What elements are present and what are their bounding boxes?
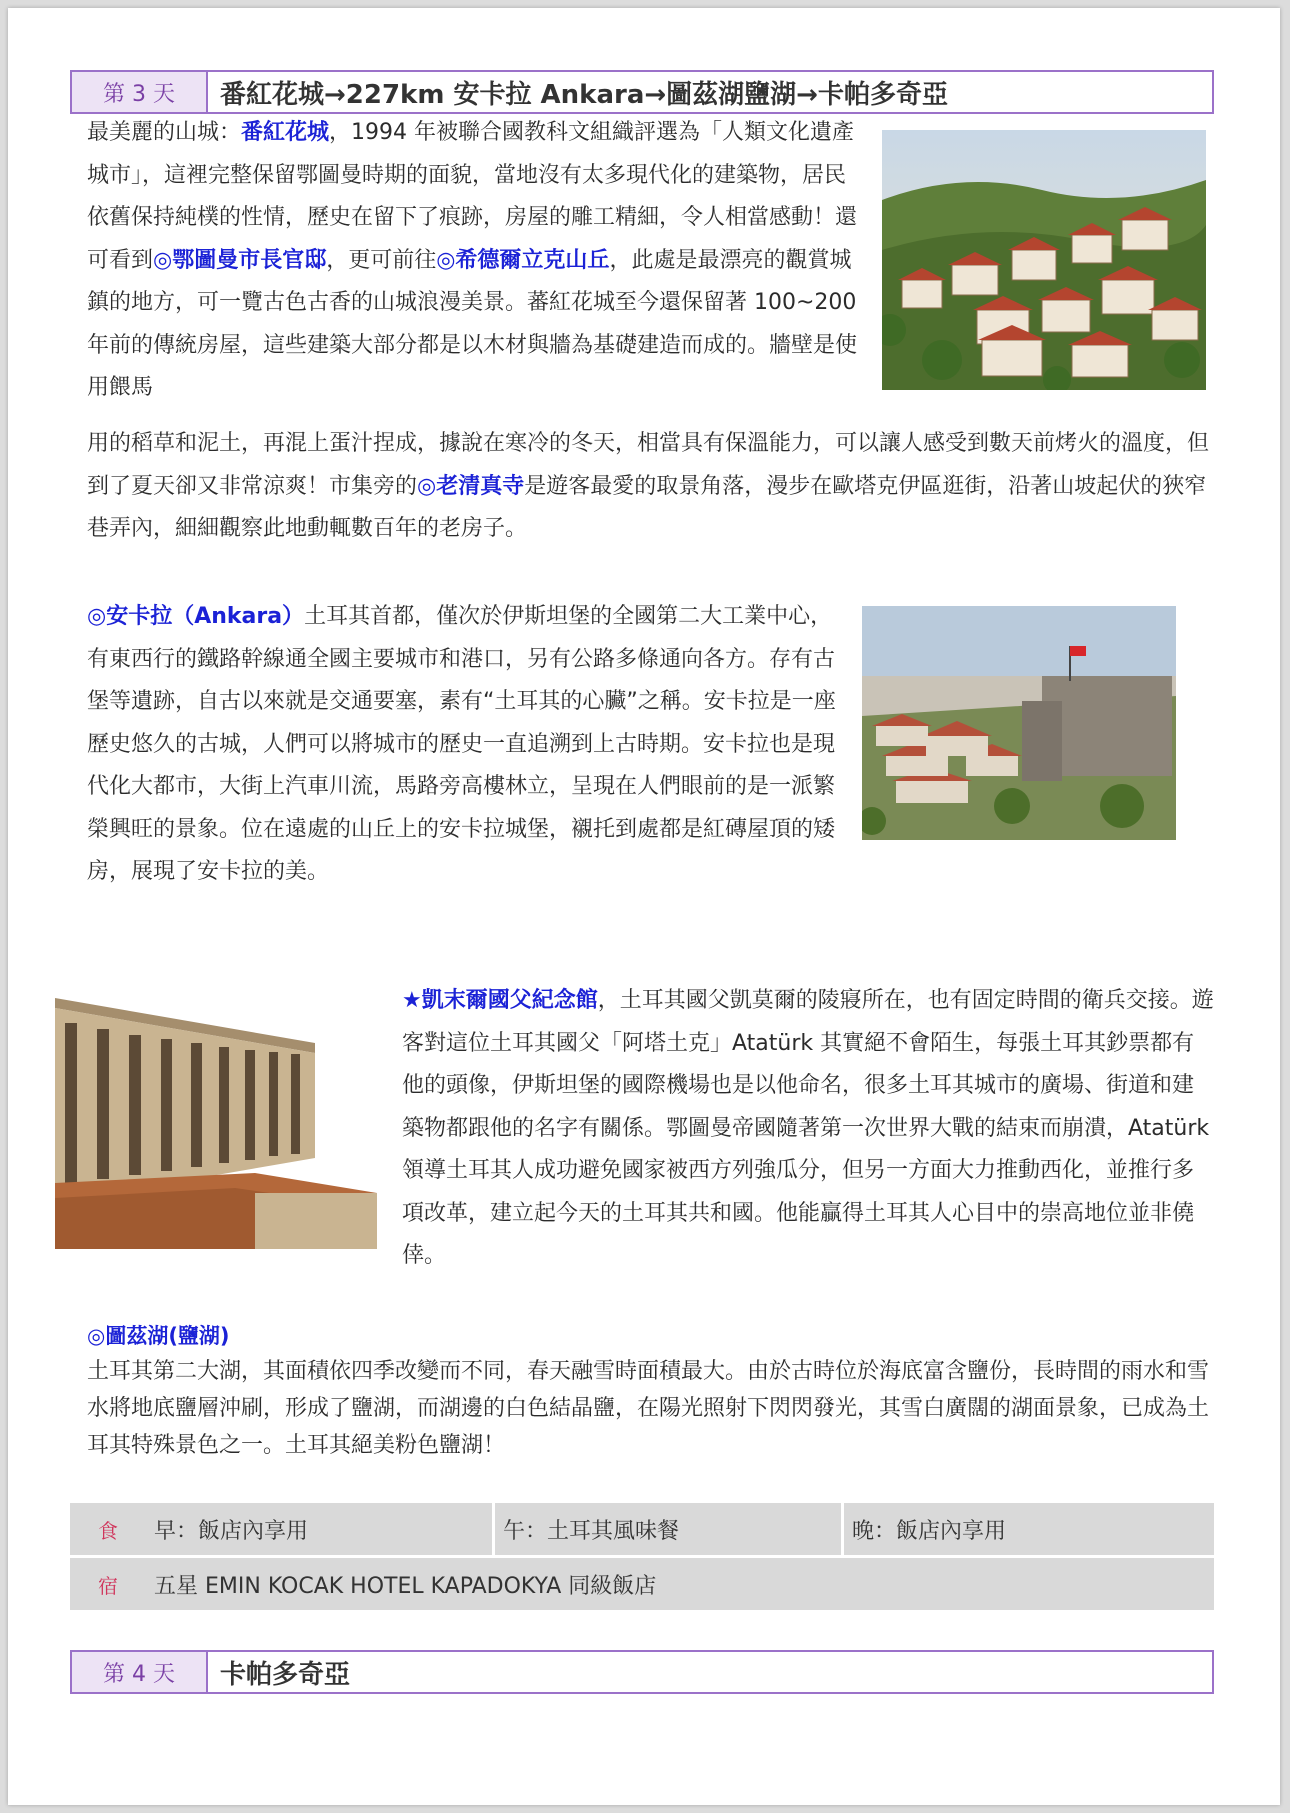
day3-header	[70, 70, 1214, 114]
day4-number: 第 4 天	[72, 1652, 208, 1692]
safranbolu-desc-2: ，此處是最漂亮的觀賞城鎮的地方，可一覽古色古香的山城浪漫美景。蕃紅花城至今還保留著 100~200 年前的傳統房屋，這些建築大部分都是以木材與牆為基礎建造而成的。牆壁是使用餵馬	[87, 247, 858, 400]
mayor-mansion-highlight: ◎鄂圖曼市長官邸	[153, 247, 327, 273]
hotel-row	[70, 1557, 1214, 1612]
safranbolu-desc-4: 是遊客最愛的取景角落，漫步在歐塔克伊區逛街，沿著山坡起伏的狹窄巷弄內，細細觀察此地動輒數百年的老房子。	[87, 473, 1207, 541]
safranbolu-text-cont	[87, 423, 1217, 551]
dinner-cell: 晚：飯店內享用	[843, 1502, 1215, 1557]
ankara-castle-photo	[862, 606, 1176, 840]
ankara-text	[87, 596, 839, 894]
safranbolu-desc-3: 用的稻草和泥土，再混上蛋汁捏成，據說在寒冷的冬天，相當具有保溫能力，可以讓人感受到數天前烤火的溫度，但到了夏天卻又非常涼爽！市集旁的	[87, 431, 1210, 499]
hotel-cell: 五星 EMIN KOCAK HOTEL KAPADOKYA 同級飯店	[146, 1557, 1214, 1612]
day4-header	[70, 1650, 1214, 1694]
safranbolu-highlight: 番紅花城	[241, 120, 330, 145]
food-label: 食	[70, 1502, 146, 1557]
safranbolu-photo	[882, 130, 1206, 390]
anitkabir-photo	[55, 993, 377, 1249]
day3-title: 番紅花城→227km 安卡拉 Ankara→圖茲湖鹽湖→卡帕多奇亞	[220, 79, 948, 110]
stay-label: 宿	[70, 1557, 146, 1612]
anitkabir-desc: ，土耳其國父凱莫爾的陵寢所在，也有固定時間的衛兵交接。遊客對這位土耳其國父「阿塔土克」Atatürk 其實絕不會陌生，每張土耳其鈔票都有他的頭像，伊斯坦堡的國際機場也是以他命名，很多土耳其城市的廣場、街道和建築物都跟他的名字有關係。鄂圖曼帝國隨著第一次世界大戰的結束而崩潰，Atatürk 領導土耳其人成功避免國家被西方列強瓜分，但另一方面大力推動西化，並推行多項改革，建立起今天的土耳其共和國。他能贏得土耳其人心目中的崇高地位並非僥倖。	[402, 988, 1214, 1268]
safranbolu-conj: ，更可前往	[326, 247, 437, 273]
breakfast-cell: 早：飯店內享用	[146, 1502, 494, 1557]
tuzlake-heading	[87, 1321, 487, 1351]
ankara-desc: 土耳其首都，僅次於伊斯坦堡的全國第二大工業中心，有東西行的鐵路幹線通全國主要城市和港口，另有公路多條通向各方。存有古堡等遺跡，自古以來就是交通要塞，素有“土耳其的心臟”之稱。安卡拉是一座歷史悠久的古城，人們可以將城市的歷史一直追溯到上古時期。安卡拉也是現代化大都市，大街上汽車川流，馬路旁高樓林立，呈現在人們眼前的是一派繁榮興旺的景象。位在遠處的山丘上的安卡拉城堡，襯托到處都是紅磚屋頂的矮房，展現了安卡拉的美。	[87, 604, 836, 884]
hidirlik-hill-highlight: ◎希德爾立克山丘	[436, 247, 610, 273]
lunch-cell: 午：土耳其風味餐	[494, 1502, 843, 1557]
meals-row	[70, 1502, 1214, 1557]
safranbolu-desc: ，1994 年被聯合國教科文組織評選為「人類文化遺產城市」，這裡完整保留鄂圖曼時期的面貌，當地沒有太多現代化的建築物，居民依舊保持純樸的性情，歷史在留下了痕跡，房屋的雕工精細，令人相當感動！還可看到	[87, 120, 858, 273]
safranbolu-text	[87, 112, 867, 410]
tuzlake-text: 土耳其第二大湖，其面積依四季改變而不同，春天融雪時面積最大。由於古時位於海底富含鹽份，長時間的雨水和雪水將地底鹽層沖刷，形成了鹽湖，而湖邊的白色結晶鹽，在陽光照射下閃閃發光，其雪白廣闊的湖面景象，已成為土耳其特殊景色之一。土耳其絕美粉色鹽湖！	[87, 1359, 1210, 1458]
itinerary-page	[8, 8, 1280, 1805]
old-mosque-highlight: ◎老清真寺	[417, 473, 525, 499]
day3-number: 第 3 天	[72, 72, 208, 112]
meal-hotel-table	[70, 1500, 1214, 1613]
day4-title: 卡帕多奇亞	[220, 1659, 351, 1690]
safranbolu-lead: 最美麗的山城：	[87, 120, 242, 145]
anitkabir-highlight: ★凱末爾國父紀念館	[402, 988, 598, 1013]
anitkabir-text	[402, 980, 1214, 1278]
tuzlake-highlight: ◎圖茲湖(鹽湖)	[87, 1324, 230, 1348]
ankara-highlight: ◎安卡拉（Ankara）	[87, 604, 305, 629]
